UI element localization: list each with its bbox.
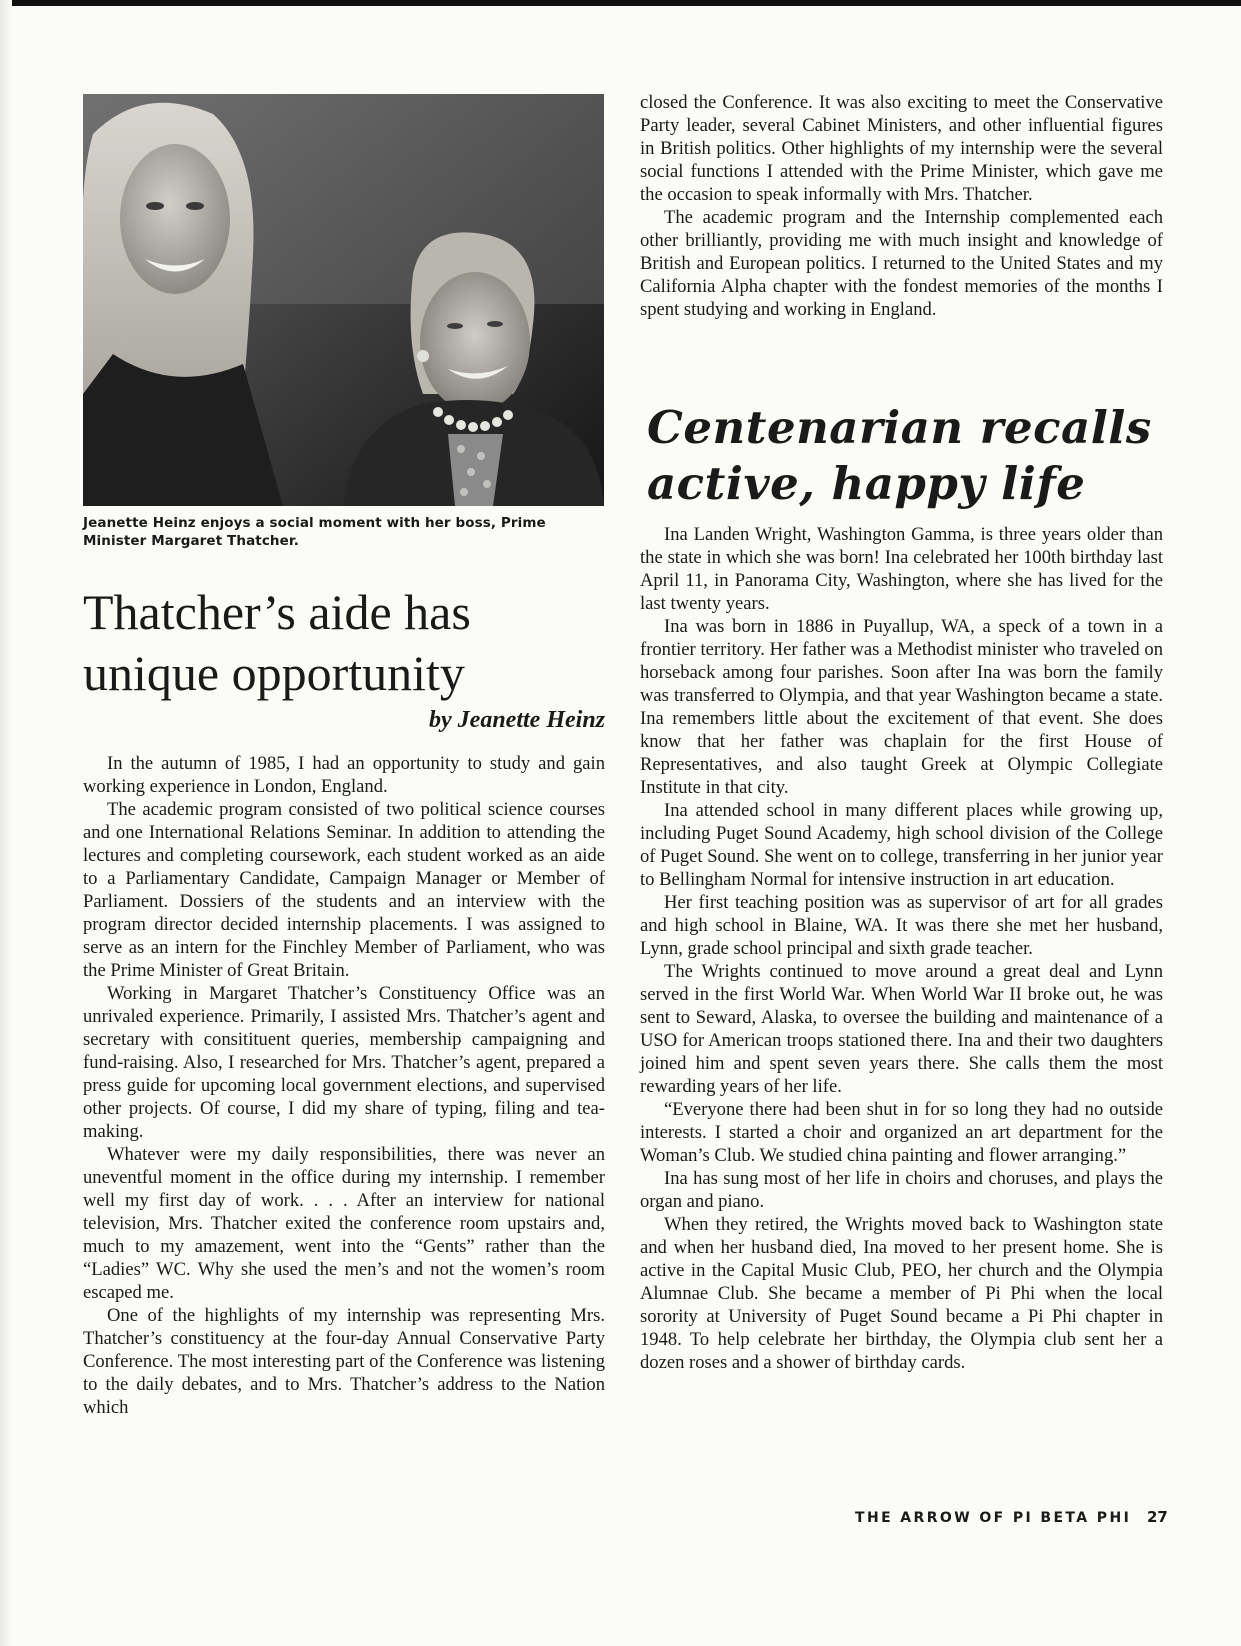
article-headline: Thatcher’s aide has unique opportunity (83, 584, 471, 701)
page-number: 27 (1147, 1508, 1168, 1526)
article-paragraph: Ina attended school in many different places while growing up, including Puget Sound Academy, high school division of the College of Puget Sound. She went on to college, transferring in her junior year to Bellingham Normal for intensive instruction in art education. (640, 800, 1163, 890)
article-paragraph: Ina has sung most of her life in choirs and choruses, and plays the organ and piano. (640, 1168, 1163, 1212)
article-photo (83, 94, 604, 506)
binding-edge (0, 0, 12, 1646)
article-paragraph: Her first teaching position was as supervisor of art for all grades and high school in Blaine, WA. It was there she met her husband, Lynn, grade school principal and sixth grade teacher. (640, 892, 1163, 959)
article-paragraph: In the autumn of 1985, I had an opportunity to study and gain working experience in London, England. (83, 753, 605, 797)
second-article-body-column (640, 523, 1163, 1374)
article-body-column (83, 752, 605, 1419)
article-paragraph: Ina was born in 1886 in Puyallup, WA, a speck of a town in a frontier territory. Her father was a Methodist minister who traveled on horseback among four parishes. Soon after Ina was born the family was transferred to Olympia, and that year Washington became a state. Ina remembers little about the excitement of that event. She does know that her father was chaplain for the first House of Representatives, and also taught Greek at Olympic Collegiate Institute in that city. (640, 616, 1163, 798)
article-paragraph: The academic program consisted of two political science courses and one International Relations Seminar. In addition to attending the lectures and completing coursework, each student worked as an aide to a Parliamentary Candidate, Campaign Manager or Member of Parliament. Dossiers of the students and an interview with the program director decided internship placements. I was assigned to serve as an intern for the Finchley Member of Parliament, who was the Prime Minister of Great Britain. (83, 799, 605, 981)
photo-illustration (83, 94, 604, 506)
article-paragraph: closed the Conference. It was also exciting to meet the Conservative Party leader, several Cabinet Ministers, and other influential figures in British politics. Other highlights of my internship were the several social functions I attended with the Prime Minister, which gave me the occasion to speak informally with Mrs. Thatcher. (640, 92, 1163, 205)
article-continuation-column (640, 91, 1163, 321)
article-paragraph: One of the highlights of my internship was representing Mrs. Thatcher’s constituency at the four-day Annual Conservative Party Conference. The most interesting part of the Conference was listening to the daily debates, and to Mrs. Thatcher’s address to the Nation which (83, 1305, 605, 1418)
article-paragraph: The academic program and the Internship complemented each other brilliantly, providing me with much insight and knowledge of British and European politics. I returned to the United States and my California Alpha chapter with the fondest memories of the months I spent studying and working in England. (640, 207, 1163, 320)
top-border (0, 0, 1241, 6)
photo-caption: Jeanette Heinz enjoys a social moment with her boss, Prime Minister Margaret Thatcher. (83, 515, 546, 549)
article-paragraph: The Wrights continued to move around a great deal and Lynn served in the first World War. When World War II broke out, he was sent to Seward, Alaska, to oversee the building and maintenance of a USO for American troops stationed there. Ina and their two daughters joined him and spent seven years there. She calls them the most rewarding years of her life. (640, 961, 1163, 1097)
article-paragraph: “Everyone there had been shut in for so long they had no outside interests. I started a choir and organized an art department for the Woman’s Club. We studied china painting and flower arranging.” (640, 1099, 1163, 1166)
article-paragraph: When they retired, the Wrights moved back to Washington state and when her husband died, Ina moved to her present home. She is active in the Capital Music Club, PEO, her church and the Olympia Alumnae Club. She became a member of Pi Phi when the local sorority at University of Puget Sound became a Pi Phi chapter in 1948. To help celebrate her birthday, the Olympia club sent her a dozen roses and a shower of birthday cards. (640, 1214, 1163, 1373)
article-paragraph: Ina Landen Wright, Washington Gamma, is three years older than the state in which she was born! Ina celebrated her 100th birthday last April 11, in Panorama City, Washington, where she has lived for the last twenty years. (640, 524, 1163, 614)
second-article-headline: Centenarian recalls active, happy life (647, 401, 1152, 510)
article-byline: by Jeanette Heinz (429, 707, 605, 733)
publication-footer: THE ARROW OF PI BETA PHI (855, 1510, 1132, 1526)
article-paragraph: Whatever were my daily responsibilities, there was never an uneventful moment in the office during my internship. I remember well my first day of work. . . . After an interview for national television, Mrs. Thatcher exited the conference room upstairs and, much to my amazement, went into the “Gents” rather than the “Ladies” WC. Why she used the men’s and not the women’s room escaped me. (83, 1144, 605, 1303)
article-paragraph: Working in Margaret Thatcher’s Constituency Office was an unrivaled experience. Primarily, I assisted Mrs. Thatcher’s agent and secretary with consitituent queries, membership campaigning and fund-raising. Also, I researched for Mrs. Thatcher’s agent, prepared a press guide for upcoming local government elections, and supervised other projects. Of course, I did my share of typing, filing and tea-making. (83, 983, 605, 1142)
